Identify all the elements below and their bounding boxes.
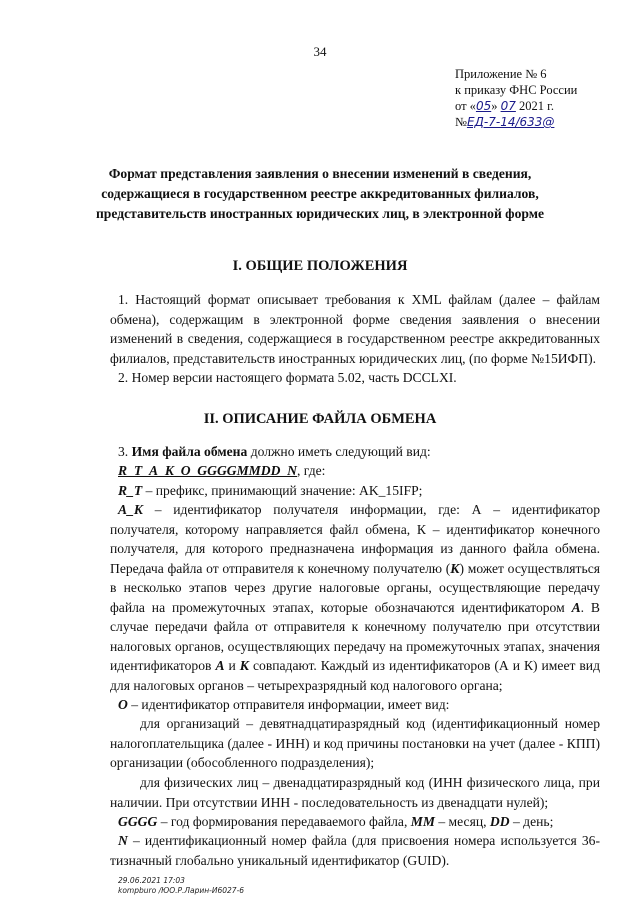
rt-text: – префикс, принимающий значение: AK_15IFP; — [145, 483, 423, 498]
page-number: 34 — [313, 44, 327, 59]
ak-text-1: – идентификатор получателя информации, где: А – идентификатор получателя, которому направляется файл обмена, К – идентификатор конечного получателя, для которого предназначена информация из данного файла обмена. Передача файла от отправителя к конечному получателю ( — [110, 502, 600, 576]
title-line-3: представительств иностранных юридических лиц, в электронной форме — [95, 206, 545, 221]
appendix-date-line — [455, 98, 577, 114]
ak-a-2: А — [215, 658, 225, 673]
title-line-1: Формат представления заявления о внесении изменений в сведения, — [108, 166, 532, 181]
dd-key: DD — [489, 814, 510, 829]
number-prefix: № — [455, 115, 467, 129]
o-key: O — [118, 697, 128, 712]
n-definition — [110, 831, 600, 870]
appendix-line-2: к приказу ФНС России — [455, 83, 578, 97]
date-prefix: от « — [455, 99, 476, 113]
p3-number: 3. — [118, 444, 129, 459]
ak-k-2: К — [239, 658, 249, 673]
org-definition: для организаций – девятнадцатиразрядный код (идентификационный номер налогоплательщика (далее - ИНН) и код причины постановки на учет (далее - КПП) организации (обособленного подразделения); — [110, 716, 600, 770]
ak-text-4: совпадают. Каждый из идентификаторов (А и К) имеет вид для налоговых органов – четырехразрядный код налогового органа; — [110, 658, 601, 693]
paragraph-2: 2. Номер версии настоящего формата 5.02, часть DCCLXI. — [118, 370, 457, 385]
o-text: – идентификатор отправителя информации, имеет вид: — [131, 697, 450, 712]
person-definition: для физических лиц – двенадцатиразрядный код (ИНН физического лица, при наличии. При отсутствии ИНН - последовательность из двенадцати нулей); — [110, 775, 600, 810]
title-line-2: содержащиеся в государственном реестре аккредитованных филиалов, — [101, 186, 539, 201]
paragraph-3 — [110, 442, 600, 462]
ak-definition — [110, 500, 600, 695]
rt-key: R_T — [118, 483, 143, 498]
p3-rest: должно иметь следующий вид: — [250, 444, 431, 459]
ak-k-1: К — [450, 560, 460, 576]
date-mid: » — [491, 99, 498, 113]
p3-bold-term: Имя файла обмена — [131, 444, 248, 459]
date-month-handwritten: 07 — [500, 99, 516, 113]
appendix-block — [455, 66, 577, 130]
pattern-tail: , где: — [297, 463, 326, 478]
paragraph-1: 1. Настоящий формат описывает требования к XML файлам (далее – файлам обмена), содержащим в электронной форме сведения заявления о внесении изменений в сведения, содержащиеся в государственном реестре аккредитованных филиалов, представительств иностранных юридических лиц, (по форме №15ИФП). — [110, 292, 600, 366]
n-text: – идентификационный номер файла (для присвоения номера используется 36-тизначный глобально уникальный идентификатор (GUID). — [110, 833, 600, 868]
order-number-handwritten: ЕД-7-14/633@ — [466, 115, 555, 129]
ak-text-2: ) может осуществляться в несколько этапов через другие налоговые органы, осуществляющие передачу файла на промежуточных этапах, которые обозначаются идентификатором — [110, 560, 600, 615]
footer-line-2: kompburo /ЮО.Р.Ларин-И6027-6 — [118, 886, 245, 895]
appendix-number-line — [455, 114, 577, 130]
file-name-pattern-line — [110, 461, 600, 481]
document-title — [70, 164, 570, 224]
ak-text-3: . В случае передачи файла от отправителя к конечному получателю при отсутствии налоговых органов, осуществляющих передачу на промежуточных этапах, значения идентификаторов — [110, 599, 600, 673]
file-name-pattern: R_T_A_K_O_GGGGMMDD_N — [118, 463, 297, 478]
date-day-handwritten: 05 — [475, 99, 492, 113]
date-parts-definition — [110, 812, 600, 832]
mm-text: – месяц, — [438, 814, 487, 829]
date-year: 2021 г. — [519, 99, 554, 113]
section-1-heading: I. ОБЩИЕ ПОЛОЖЕНИЯ — [232, 258, 408, 274]
footer-stamp — [118, 876, 244, 896]
ak-key: A_K — [118, 502, 143, 517]
section-2-heading: II. ОПИСАНИЕ ФАЙЛА ОБМЕНА — [203, 411, 437, 427]
appendix-line-1: Приложение № 6 — [455, 67, 547, 81]
ak-a-1: А — [571, 599, 581, 615]
footer-line-1: 29.06.2021 17:03 — [118, 876, 185, 885]
ak-and: и — [228, 658, 236, 673]
n-key: N — [118, 833, 128, 848]
o-definition — [110, 695, 600, 715]
mm-key: MM — [410, 814, 435, 829]
dd-text: – день; — [512, 814, 554, 829]
gggg-text: – год формирования передаваемого файла, — [160, 814, 408, 829]
gggg-key: GGGG — [118, 814, 158, 829]
rt-definition — [110, 481, 600, 501]
